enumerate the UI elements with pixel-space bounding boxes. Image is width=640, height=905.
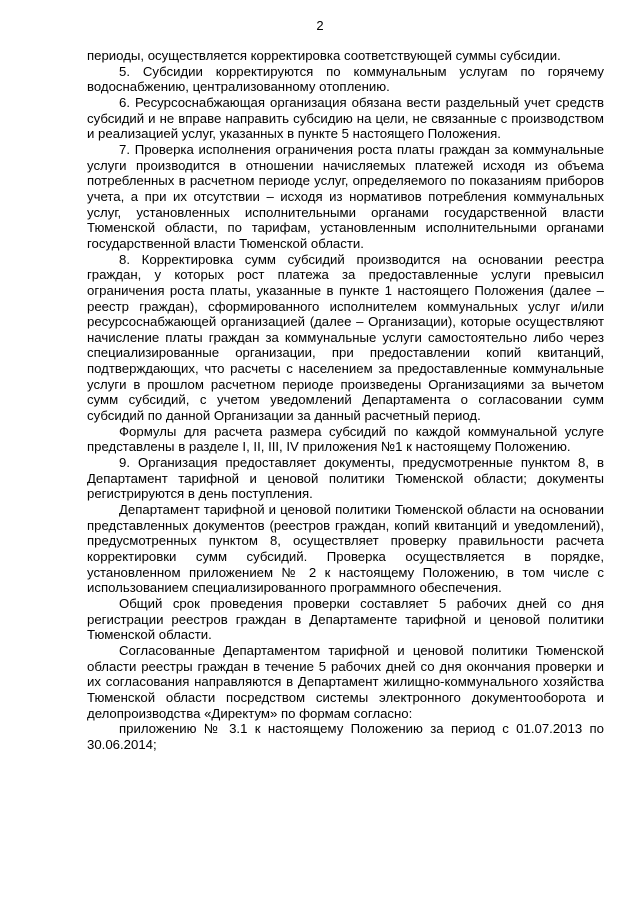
paragraph-item-9: 9. Организация предоставляет документы, предусмотренные пунктом 8, в Департамент тарифной и ценовой политики Тюменской области; документы регистрируются в день поступления. xyxy=(87,455,604,502)
paragraph-appendix-3-1: приложению № 3.1 к настоящему Положению за период с 01.07.2013 по 30.06.2014; xyxy=(87,721,604,752)
paragraph-formulas: Формулы для расчета размера субсидий по каждой коммунальной услуге представлены в разделе I, II, III, IV приложения №1 к настоящему Положению. xyxy=(87,423,604,455)
paragraph-agreed-registers: Согласованные Департаментом тарифной и ценовой политики Тюменской области реестры граждан в течение 5 рабочих дней со дня окончания проверки и их согласования направляются в Департамент жилищно-коммунального хозяйства Тюменской области посредством системы электронного документооборота и делопроизводства «Директум» по формам согласно: xyxy=(87,642,604,721)
paragraph-item-5: 5. Субсидии корректируются по коммунальным услугам по горячему водоснабжению, централизованному отоплению. xyxy=(87,63,604,95)
paragraph-item-7: 7. Проверка исполнения ограничения роста платы граждан за коммунальные услуги производится в отношении начисляемых платежей исходя из объема потребленных в расчетном периоде услуг, определяемого по показаниям приборов учета, а при их отсутствии – исходя из нормативов потребления коммунальных услуг, установленных исполнительными органами государственной власти Тюменской области, по тарифам, установленным исполнительными органами государственной власти Тюменской области. xyxy=(87,141,604,251)
page-number: 2 xyxy=(316,18,324,33)
paragraph-continuation: периоды, осуществляется корректировка соответствующей суммы субсидии. xyxy=(87,48,561,63)
document-body xyxy=(87,48,604,753)
paragraph-check-period: Общий срок проведения проверки составляет 5 рабочих дней со дня регистрации реестров граждан в Департаменте тарифной и ценовой политики Тюменской области. xyxy=(87,595,604,643)
paragraph-item-6: 6. Ресурсоснабжающая организация обязана вести раздельный учет средств субсидий и не вправе направить субсидию на цели, не связанные с производством и реализацией услуг, указанных в пункте 5 настоящего Положения. xyxy=(87,94,604,142)
paragraph-department-check: Департамент тарифной и ценовой политики Тюменской области на основании представленных документов (реестров граждан, копий квитанций и уведомлений), предусмотренных пунктом 8, осуществляет проверку правильности расчета корректировки сумм субсидий. Проверка осуществляется в порядке, установленном приложением № 2 к настоящему Положению, в том числе с использованием специализированного программного обеспечения. xyxy=(87,502,604,596)
paragraph-item-8: 8. Корректировка сумм субсидий производится на основании реестра граждан, у которых рост платежа за предоставленные услуги превысил ограничения роста платы, указанные в пункте 1 настоящего Положения (далее – реестр граждан), сформированного исполнителем коммунальных услуг и/или ресурсоснабжающей организацией (далее – Организации), которые осуществляют начисление платы граждан за коммунальные услуги самостоятельно либо через специализированные организации, при предоставлении копий квитанций, подтверждающих, что расчеты с населением за предоставленные коммунальные услуги в прошлом расчетном периоде произведены Организациями за вычетом сумм субсидий, с учетом уведомлений Департамента о согласовании сумм субсидий по данной Организации за данный расчетный период. xyxy=(87,251,604,424)
